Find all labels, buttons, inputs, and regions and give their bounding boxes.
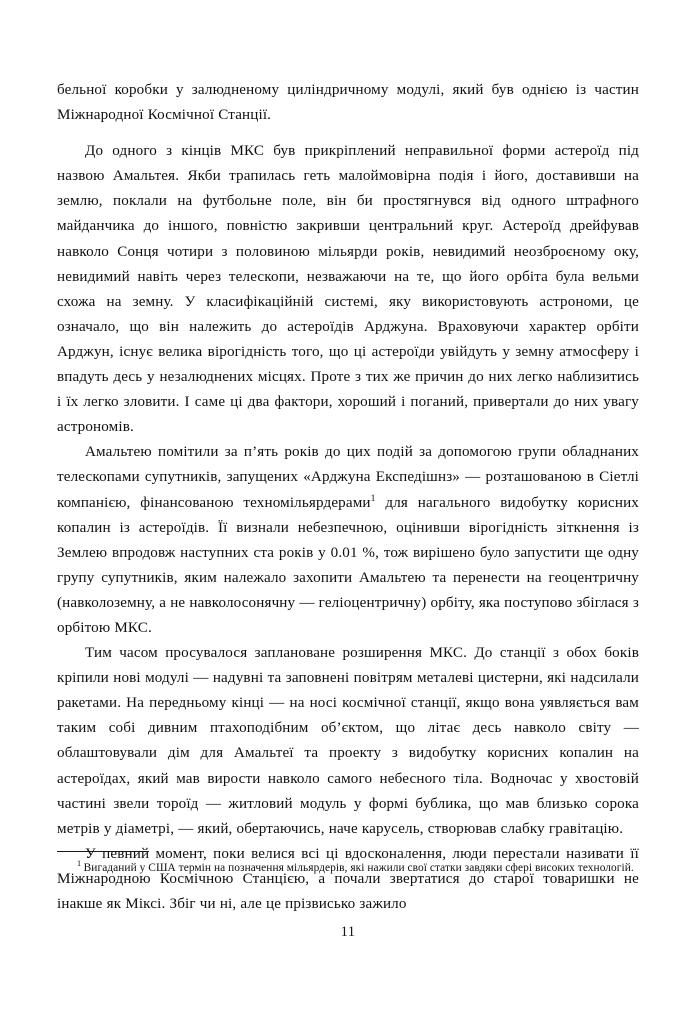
paragraph-text-before-footnote: Амальтею помітили за п’ять років до цих подій за допомогою групи обладнаних телескопами супутників, запущених «Арджуна Експедішнз» — розташованою в Сіетлі компанією, фінансованою техномільярдерами bbox=[57, 444, 639, 511]
page-number: 11 bbox=[340, 924, 356, 940]
footnote-entry bbox=[57, 859, 639, 877]
footnote-area bbox=[57, 851, 639, 877]
body-text-block bbox=[57, 78, 639, 917]
footnote-text: Вигаданий у США термін на позначення мільярдерів, які нажили свої статки завдяки сфері високих технологій. bbox=[83, 862, 634, 874]
paragraph-asteroid-amalthea: До одного з кінців МКС був прикріплений неправильної форми астероїд під назвою Амальтея. Якби трапилась геть малоймовірна подія і його, доставивши на землю, поклали на футбольне поле, він би простягнувся від одного штрафного майданчика до іншого, повністю закривши центральний круг. Астероїд дрейфував навколо Сонця чотири з половиною мільярди років, невидимий неозброєному оку, невидимий навіть через телескопи, незважаючи на те, що його орбіта була вельми схожа на земну. У класифікаційній системі, яку використовують астрономи, це означало, що він належить до астероїдів Арджуна. Враховуючи характер орбіти Арджун, існує велика вірогідність того, що ці астероїди увійдуть у земну атмосферу і впадуть десь у незалюднених місцях. Проте з тих же причин до них легко наблизитись і їх легко зловити. І саме ці два фактори, хороший і поганий, привертали до них увагу астрономів. bbox=[57, 143, 639, 436]
footnote-marker: 1 bbox=[77, 859, 82, 869]
paragraph-continued: бельної коробки у залюдненому циліндричному модулі, який був однією із частин Міжнародної Космічної Станції. bbox=[57, 82, 639, 124]
footnote-reference-marker[interactable]: 1 bbox=[370, 492, 376, 504]
paragraph-iss-expansion: Тим часом просувалося заплановане розширення МКС. До станції з обох боків кріпили нові модулі — надувні та заповнені повітрям металеві цистерни, які надсилали ракетами. На передньому кінці — на носі космічної станції, якщо вона уявляється вам таким собі дивним птахоподібним об’єктом, що літає десь навколо світу — облаштовували дім для Амальтеї та проекту з видобутку корисних копалин на астероїдах, який мав вирости навколо самого небесного тіла. Водночас у хвостовій частині звели тороїд — житловий модуль у формі бублика, що мав близько сорока метрів у діаметрі, — який, обертаючись, наче карусель, створював слабку гравітацію. bbox=[57, 645, 639, 837]
paragraph-arjuna-expeditions bbox=[57, 440, 639, 641]
paragraph-nickname-izzy: У певний момент, поки велися всі ці вдосконалення, люди перестали називати її Міжнародною Космічною Станцією, а почали звертатися до старої товаришки не інакше як Міксі. Збіг чи ні, але це прізвисько зажило bbox=[57, 845, 639, 912]
footnote-separator-rule bbox=[57, 851, 149, 852]
paragraph-text-after-footnote: для нагального видобутку корисних копалин із астероїдів. Її визнали небезпечною, оцінивши вірогідність зіткнення із Землею впродовж наступних ста років у 0.01 %, тож вирішено було запустити ще одну групу супутників, яким належало захопити Амальтею та перенести на геоцентричну (навколоземну, а не навколосонячну — геліоцентричну) орбіту, яка поступово збіглася з орбітою МКС. bbox=[57, 494, 640, 636]
